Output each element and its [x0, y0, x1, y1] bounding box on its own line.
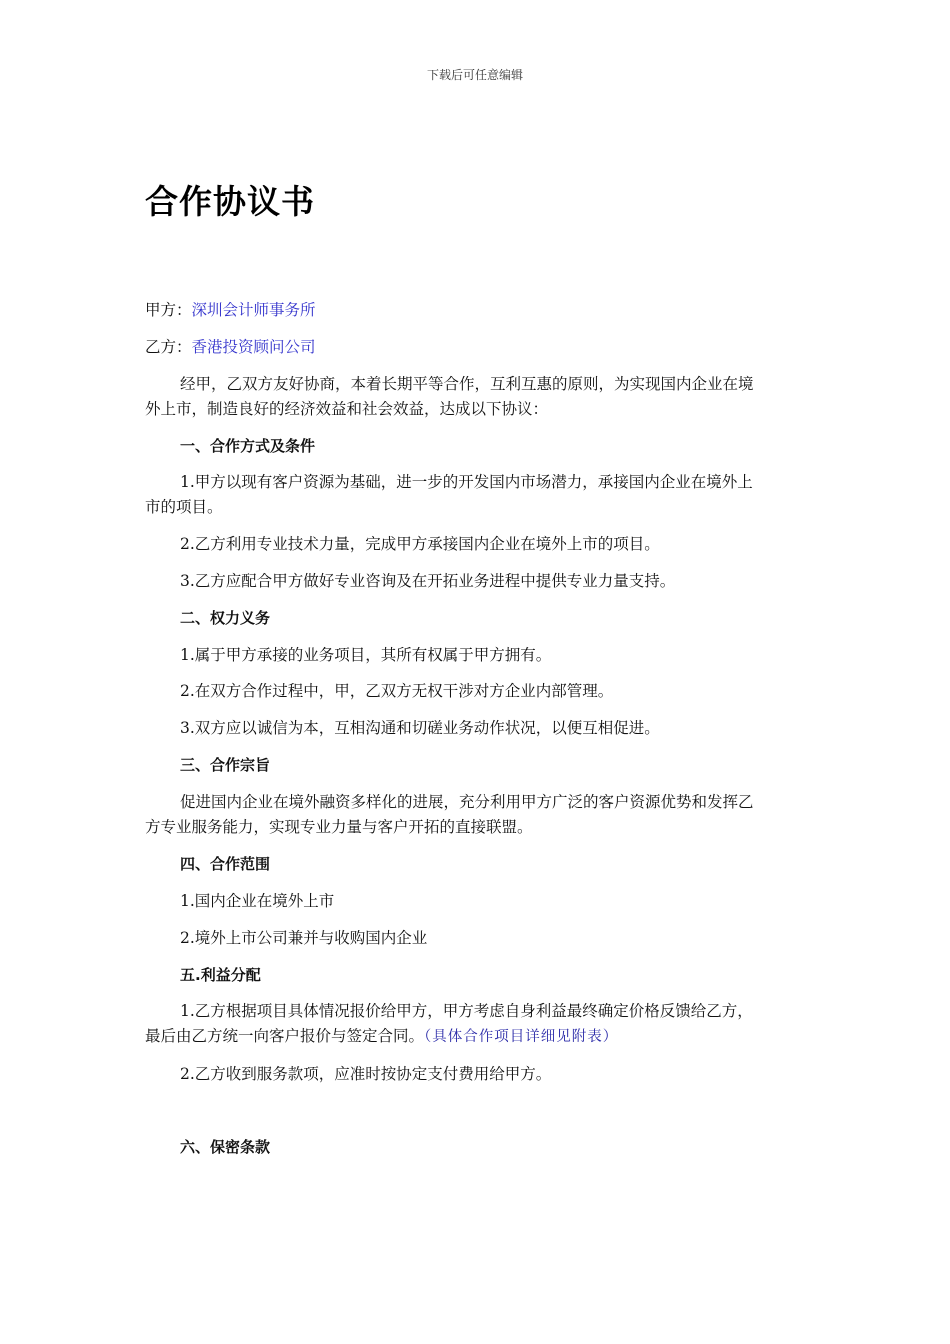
appendix-note: （具体合作项目详细见附表） — [424, 1029, 619, 1045]
section-1-item-2: 2.乙方利用专业技术力量，完成甲方承接国内企业在境外上市的项目。 — [180, 535, 660, 553]
section-2-item-3: 3.双方应以诚信为本，互相沟通和切磋业务动作状况，以便互相促进。 — [180, 719, 660, 737]
section-5-heading: 五.利益分配 — [180, 966, 261, 984]
section-1-heading: 一、合作方式及条件 — [180, 437, 316, 455]
section-6-heading: 六、保密条款 — [180, 1138, 271, 1156]
section-2-item-1: 1.属于甲方承接的业务项目，其所有权属于甲方拥有。 — [180, 646, 552, 664]
section-5-item-1-line-1: 1.乙方根据项目具体情况报价给甲方，甲方考虑自身利益最终确定价格反馈给乙方， — [180, 1002, 753, 1020]
party-a-label: 甲方： — [145, 301, 192, 319]
section-5-item-2: 2.乙方收到服务款项，应准时按协定支付费用给甲方。 — [180, 1065, 552, 1083]
section-1-item-1-line-1: 1.甲方以现有客户资源为基础，进一步的开发国内市场潜力，承接国内企业在境外上 — [180, 473, 753, 491]
intro-line-1: 经甲，乙双方友好协商，本着长期平等合作，互利互惠的原则，为实现国内企业在境 — [180, 375, 754, 393]
document-title: 合作协议书 — [145, 182, 315, 221]
section-3-line-1: 促进国内企业在境外融资多样化的进展，充分利用甲方广泛的客户资源优势和发挥乙 — [180, 793, 754, 811]
section-1-item-3: 3.乙方应配合甲方做好专业咨询及在开拓业务进程中提供专业力量支持。 — [180, 572, 676, 590]
party-b-name: 香港投资顾问公司 — [191, 338, 316, 356]
section-4-item-2: 2.境外上市公司兼并与收购国内企业 — [180, 929, 428, 947]
party-a-line — [145, 297, 805, 323]
section-5-item-1-line-2 — [145, 1023, 805, 1050]
page-header: 下载后可任意编辑 — [426, 68, 523, 82]
section-2-heading: 二、权力义务 — [180, 609, 271, 627]
party-b-label: 乙方： — [145, 338, 192, 356]
section-5-item-1-text: 最后由乙方统一向客户报价与签定合同。 — [145, 1027, 425, 1045]
party-a-name: 深圳会计师事务所 — [191, 301, 316, 319]
section-1-item-1-line-2: 市的项目。 — [145, 498, 223, 516]
intro-line-2: 外上市，制造良好的经济效益和社会效益，达成以下协议： — [145, 400, 549, 418]
section-2-item-2: 2.在双方合作过程中，甲，乙双方无权干涉对方企业内部管理。 — [180, 682, 614, 700]
section-4-item-1: 1.国内企业在境外上市 — [180, 892, 335, 910]
section-3-heading: 三、合作宗旨 — [180, 756, 271, 774]
party-b-line — [145, 334, 805, 360]
section-3-line-2: 方专业服务能力，实现专业力量与客户开拓的直接联盟。 — [145, 818, 533, 836]
section-4-heading: 四、合作范围 — [180, 855, 271, 873]
